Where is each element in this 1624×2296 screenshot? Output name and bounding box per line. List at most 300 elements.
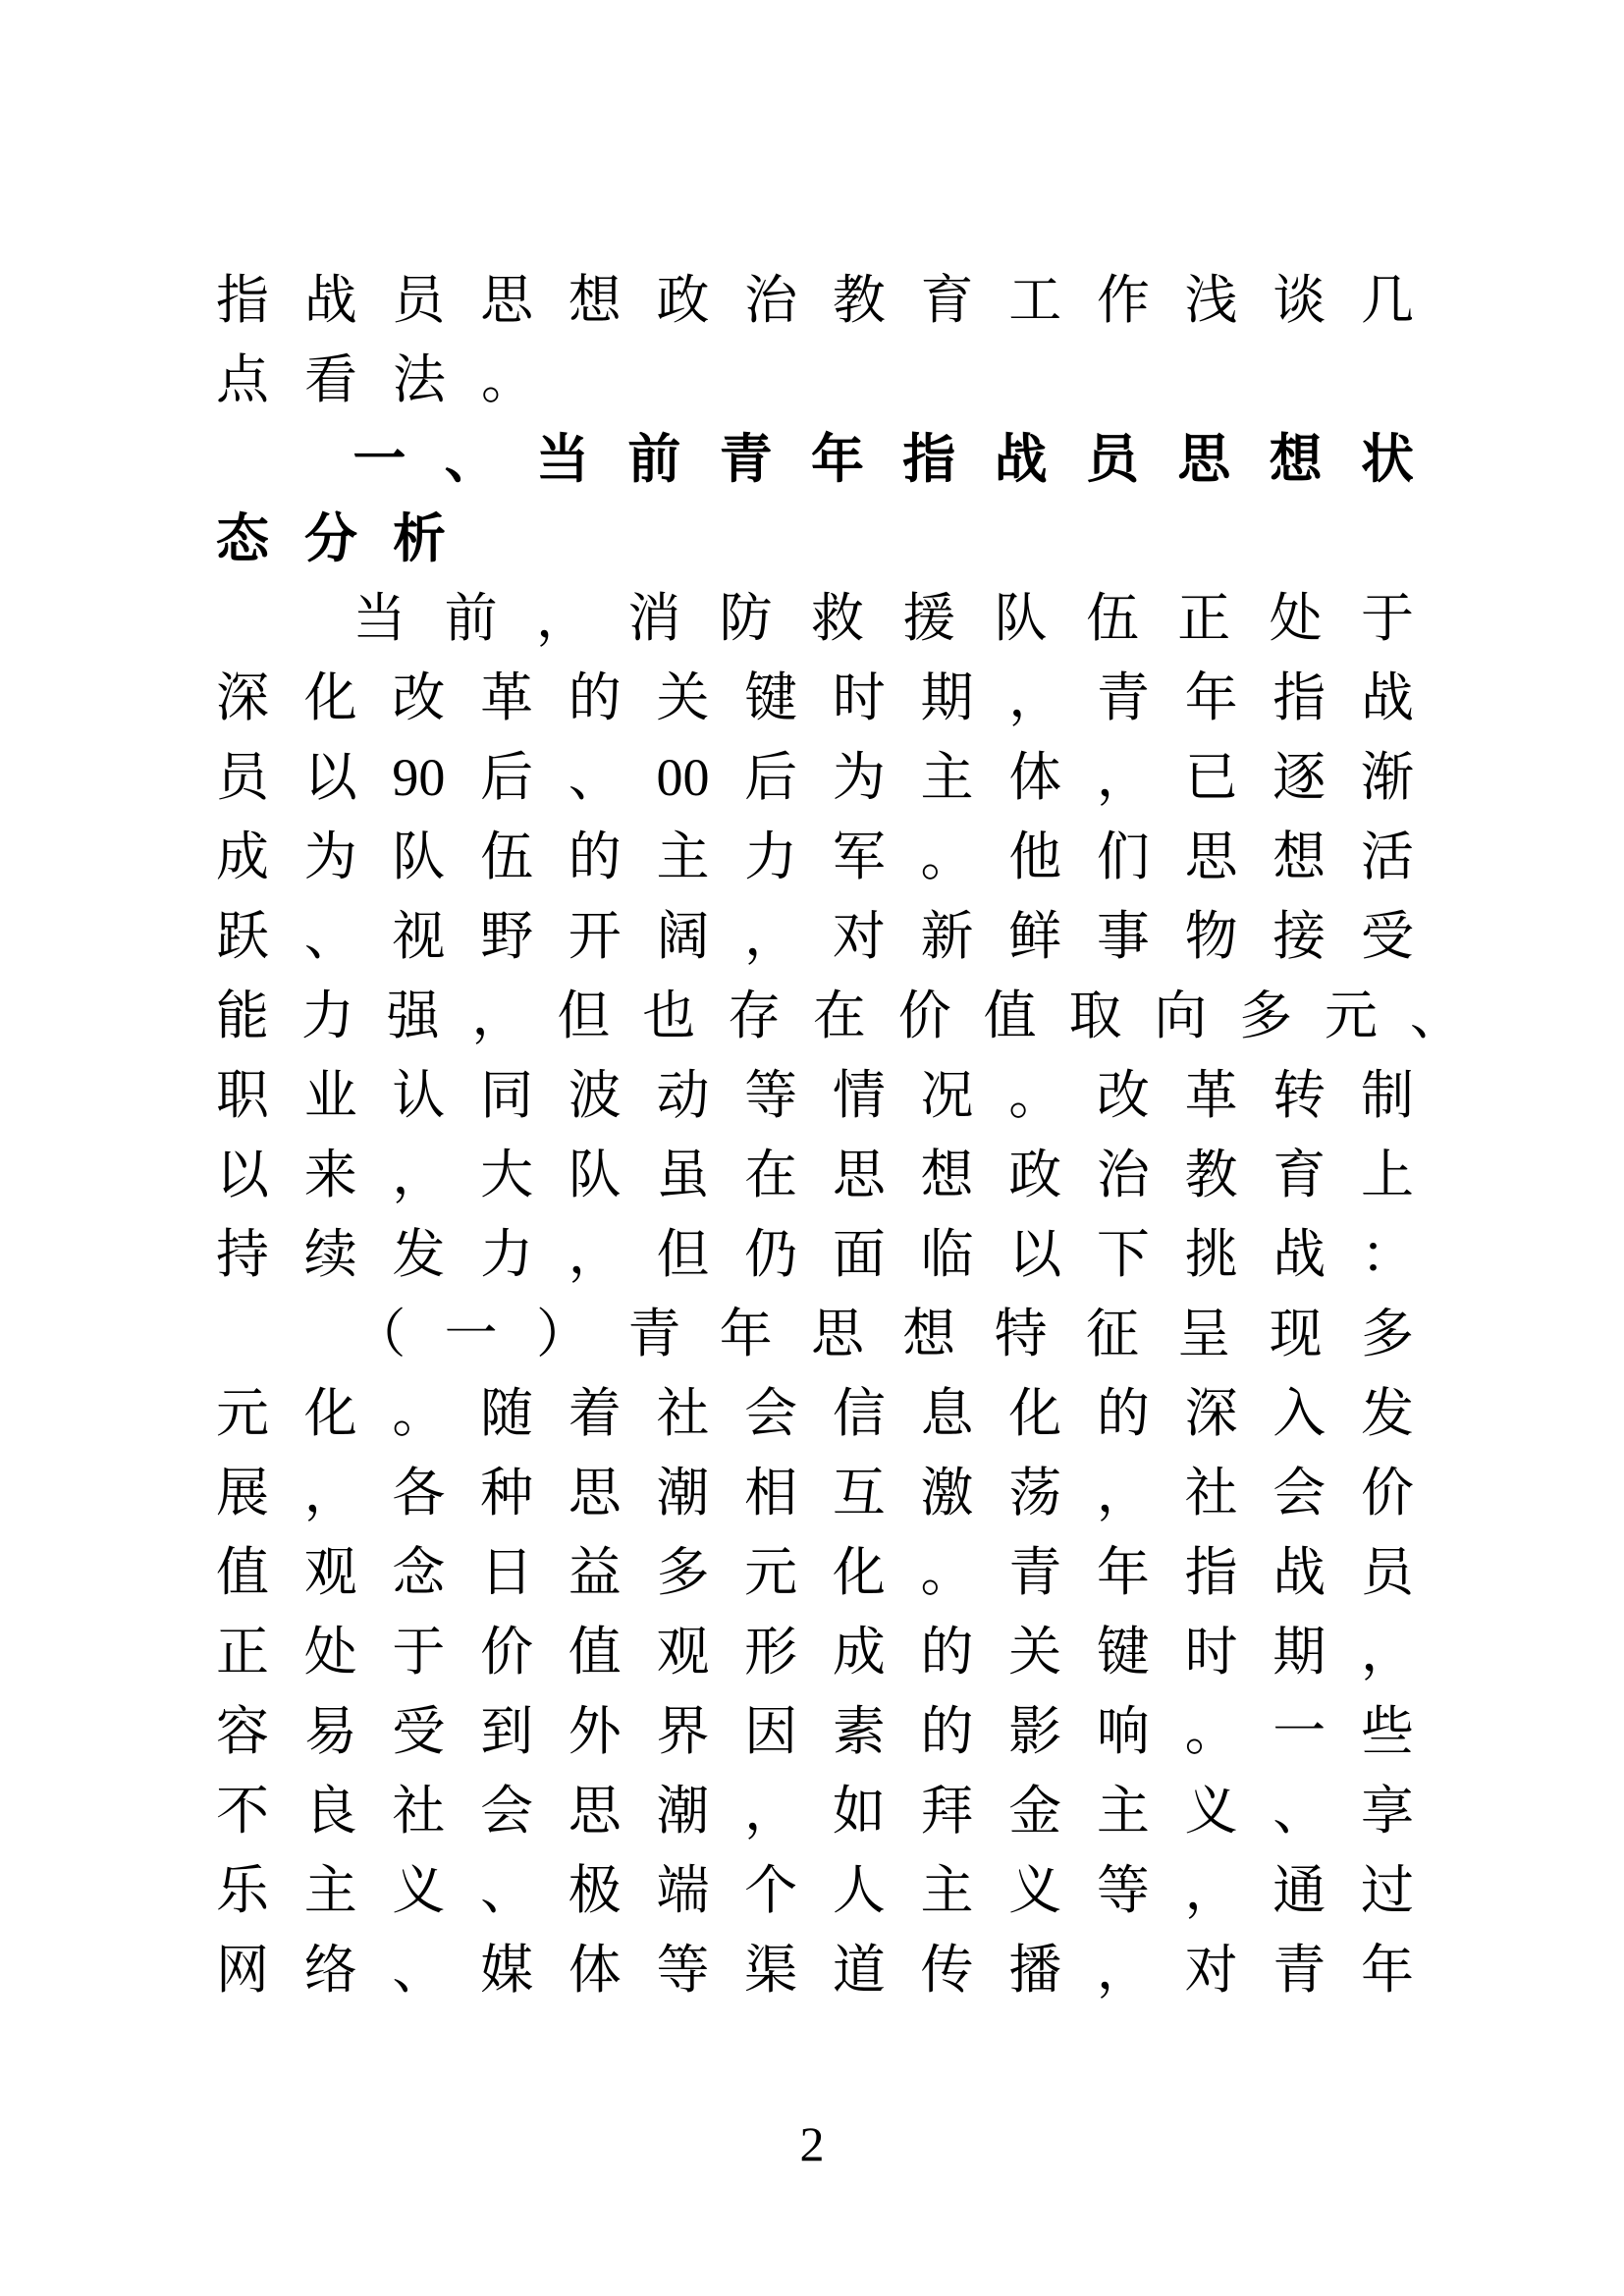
char-cell: 下 — [1096, 1225, 1150, 1284]
char-cell: 取 — [1068, 987, 1122, 1045]
char-cell: 处 — [1269, 589, 1323, 648]
text-line — [216, 1056, 1414, 1136]
char-cell: 们 — [1096, 828, 1150, 886]
char-cell: 于 — [392, 1623, 446, 1682]
char-cell: 虽 — [656, 1146, 710, 1204]
char-cell: 转 — [1272, 1066, 1326, 1125]
char-cell: 社 — [656, 1384, 710, 1443]
char-cell: 价 — [1360, 1464, 1414, 1522]
char-cell: 同 — [480, 1066, 534, 1125]
char-cell: 对 — [832, 907, 886, 966]
text-block — [216, 261, 1463, 2010]
char-cell: 益 — [568, 1543, 622, 1602]
char-cell: 等 — [656, 1941, 710, 2000]
char-cell: 过 — [1360, 1861, 1414, 1920]
char-cell: 革 — [1184, 1066, 1238, 1125]
char-cell: 渐 — [1360, 748, 1414, 807]
char-cell: 后 — [480, 748, 534, 807]
char-cell: 化 — [303, 668, 357, 727]
char-cell: 键 — [744, 668, 798, 727]
char-cell: 员 — [392, 271, 446, 330]
char-cell: 救 — [810, 589, 864, 648]
char-cell: 良 — [303, 1782, 357, 1841]
page-number: 2 — [799, 2116, 825, 2171]
char-cell: 来 — [303, 1146, 357, 1204]
char-cell: 前 — [444, 589, 498, 648]
char-cell: 伍 — [1085, 589, 1139, 648]
char-cell: 着 — [568, 1384, 622, 1443]
char-cell: 、 — [568, 748, 622, 807]
char-cell: 但 — [557, 987, 611, 1045]
char-cell: 。 — [1008, 1066, 1062, 1125]
char-cell: 受 — [1360, 907, 1414, 966]
char-cell: 活 — [1360, 828, 1414, 886]
char-cell: 力 — [480, 1225, 534, 1284]
text-line — [216, 659, 1414, 738]
char-cell: 的 — [1096, 1384, 1150, 1443]
char-cell: 动 — [656, 1066, 710, 1125]
char-cell: 潮 — [656, 1782, 710, 1841]
char-cell: ， — [1360, 1623, 1414, 1682]
char-cell: 互 — [832, 1464, 886, 1522]
char-cell: 受 — [392, 1702, 446, 1761]
char-cell: 想 — [1269, 430, 1323, 489]
char-cell: 荡 — [1008, 1464, 1062, 1522]
char-cell: 以 — [1008, 1225, 1062, 1284]
char-cell: 时 — [832, 668, 886, 727]
paragraph-indent — [216, 476, 314, 477]
char-cell: 关 — [656, 668, 710, 727]
char-cell: 青 — [1272, 1941, 1326, 2000]
char-cell: 谈 — [1272, 271, 1326, 330]
char-cell: 种 — [480, 1464, 534, 1522]
char-cell: ） — [535, 1305, 589, 1363]
char-cell: 野 — [480, 907, 534, 966]
char-cell: 政 — [656, 271, 710, 330]
char-cell: 指 — [1184, 1543, 1238, 1602]
char-cell: 伍 — [480, 828, 534, 886]
char-cell: 当 — [352, 589, 406, 648]
char-cell: 素 — [832, 1702, 886, 1761]
char-cell: 改 — [1096, 1066, 1150, 1125]
char-cell: 元 — [216, 1384, 269, 1443]
char-cell: 向 — [1154, 987, 1208, 1045]
char-cell: 战 — [1360, 668, 1414, 727]
char-cell: 响 — [1096, 1702, 1150, 1761]
char-cell: 为 — [303, 828, 357, 886]
char-cell: 络 — [303, 1941, 357, 2000]
char-cell: 状 — [1360, 430, 1414, 489]
char-cell: 思 — [480, 271, 534, 330]
char-cell: 成 — [216, 828, 269, 886]
text-line — [216, 1692, 1414, 1772]
char-cell: 特 — [994, 1305, 1048, 1363]
char-cell: 治 — [744, 271, 798, 330]
char-cell: 指 — [1272, 668, 1326, 727]
char-cell: 对 — [1184, 1941, 1238, 2000]
char-cell: 、 — [1272, 1782, 1326, 1841]
char-cell: （ — [352, 1305, 406, 1363]
char-cell: 政 — [1008, 1146, 1062, 1204]
char-cell: ， — [744, 907, 798, 966]
char-cell: 观 — [656, 1623, 710, 1682]
char-cell: 一 — [1272, 1702, 1326, 1761]
char-cell: 化 — [832, 1543, 886, 1602]
char-cell: 征 — [1085, 1305, 1139, 1363]
char-cell: 潮 — [656, 1464, 710, 1522]
char-cell: 观 — [303, 1543, 357, 1602]
char-cell: 多 — [1360, 1305, 1414, 1363]
char-cell: 续 — [303, 1225, 357, 1284]
char-cell: 制 — [1360, 1066, 1414, 1125]
char-cell: 。 — [392, 1384, 446, 1443]
text-line — [216, 1772, 1414, 1851]
char-cell: 情 — [832, 1066, 886, 1125]
char-cell: 教 — [1184, 1146, 1238, 1204]
char-cell: 态 — [216, 509, 304, 568]
text-line — [216, 1851, 1414, 1931]
char-cell: 主 — [920, 1861, 974, 1920]
char-cell: 信 — [832, 1384, 886, 1443]
char-cell: 日 — [480, 1543, 534, 1602]
char-cell: 道 — [832, 1941, 886, 2000]
char-cell: 作 — [1096, 271, 1150, 330]
char-cell: ， — [1096, 1464, 1150, 1522]
text-line — [216, 420, 1414, 500]
char-cell: 现 — [1269, 1305, 1323, 1363]
text-line — [216, 1136, 1414, 1215]
char-cell: 挑 — [1184, 1225, 1238, 1284]
char-cell: 战 — [1272, 1225, 1326, 1284]
char-cell: 激 — [920, 1464, 974, 1522]
char-cell: 、 — [303, 907, 357, 966]
char-cell: 影 — [1008, 1702, 1062, 1761]
char-cell: 多 — [1239, 987, 1293, 1045]
char-cell: 。 — [920, 1543, 974, 1602]
char-cell: 想 — [920, 1146, 974, 1204]
char-cell: 极 — [568, 1861, 622, 1920]
char-cell: ， — [1096, 748, 1150, 807]
char-cell: 乐 — [216, 1861, 269, 1920]
char-cell: 已 — [1184, 748, 1238, 807]
char-cell: 持 — [216, 1225, 269, 1284]
char-cell: 指 — [216, 271, 269, 330]
char-cell: 值 — [216, 1543, 269, 1602]
char-cell: 战 — [1272, 1543, 1326, 1602]
char-cell: 教 — [832, 271, 886, 330]
char-cell: 想 — [902, 1305, 956, 1363]
char-cell: 义 — [1008, 1861, 1062, 1920]
char-cell: 军 — [832, 828, 886, 886]
char-cell: 义 — [392, 1861, 446, 1920]
text-line — [216, 1374, 1414, 1454]
char-cell: 个 — [744, 1861, 798, 1920]
char-cell: 容 — [216, 1702, 269, 1761]
char-cell: 的 — [568, 828, 622, 886]
char-cell: 网 — [216, 1941, 269, 2000]
char-cell: 主 — [656, 828, 710, 886]
char-cell: 相 — [744, 1464, 798, 1522]
char-cell: 因 — [744, 1702, 798, 1761]
char-cell: 战 — [994, 430, 1048, 489]
char-cell: 多 — [656, 1543, 710, 1602]
char-cell: 、 — [444, 430, 498, 489]
char-cell: 青 — [719, 430, 773, 489]
text-line — [216, 1215, 1414, 1295]
char-cell: 传 — [920, 1941, 974, 2000]
char-cell: 体 — [1008, 748, 1062, 807]
char-cell: 一 — [352, 430, 406, 489]
char-cell: 不 — [216, 1782, 269, 1841]
char-cell: 在 — [812, 987, 866, 1045]
char-cell: ， — [303, 1464, 357, 1522]
char-cell: 处 — [303, 1623, 357, 1682]
char-cell: 媒 — [480, 1941, 534, 2000]
char-cell: 人 — [832, 1861, 886, 1920]
char-cell: 形 — [744, 1623, 798, 1682]
char-cell: ， — [1184, 1861, 1238, 1920]
char-cell: 金 — [1008, 1782, 1062, 1841]
char-cell: 想 — [568, 271, 622, 330]
char-cell: 、 — [480, 1861, 534, 1920]
char-cell: ， — [744, 1782, 798, 1841]
char-cell: 业 — [303, 1066, 357, 1125]
char-cell: 员 — [1360, 1543, 1414, 1602]
char-cell: 鲜 — [1008, 907, 1062, 966]
char-cell: 接 — [1272, 907, 1326, 966]
char-cell: 价 — [480, 1623, 534, 1682]
char-cell: 上 — [1360, 1146, 1414, 1204]
text-line — [216, 897, 1414, 977]
char-cell: 法 — [393, 350, 481, 409]
char-cell: 思 — [832, 1146, 886, 1204]
char-cell: 各 — [392, 1464, 446, 1522]
char-cell: 思 — [1177, 430, 1231, 489]
char-cell: 青 — [627, 1305, 681, 1363]
char-cell: 青 — [1096, 668, 1150, 727]
char-cell: 队 — [994, 589, 1048, 648]
text-line — [216, 818, 1414, 897]
char-cell: 况 — [920, 1066, 974, 1125]
char-cell: 育 — [1272, 1146, 1326, 1204]
char-cell: 但 — [656, 1225, 710, 1284]
char-cell: ， — [535, 589, 589, 648]
char-cell: 年 — [719, 1305, 773, 1363]
char-cell: 价 — [897, 987, 951, 1045]
char-cell: ： — [1360, 1225, 1414, 1284]
char-cell: 力 — [300, 987, 354, 1045]
char-cell: 逐 — [1272, 748, 1326, 807]
char-cell: 以 — [216, 1146, 269, 1204]
char-cell: 息 — [920, 1384, 974, 1443]
char-cell: 开 — [568, 907, 622, 966]
char-cell: 援 — [902, 589, 956, 648]
char-cell: 正 — [216, 1623, 269, 1682]
char-cell: 发 — [392, 1225, 446, 1284]
char-cell: 主 — [920, 748, 974, 807]
char-cell: 期 — [920, 668, 974, 727]
char-cell: 思 — [568, 1782, 622, 1841]
char-cell: 点 — [216, 350, 304, 409]
char-cell: 前 — [627, 430, 681, 489]
char-cell: 界 — [656, 1702, 710, 1761]
char-cell: 。 — [920, 828, 974, 886]
char-cell: 员 — [1085, 430, 1139, 489]
char-cell: ， — [392, 1146, 446, 1204]
char-cell: 思 — [568, 1464, 622, 1522]
char-cell: 些 — [1360, 1702, 1414, 1761]
char-cell: 会 — [744, 1384, 798, 1443]
char-cell: 能 — [216, 987, 269, 1045]
text-line — [216, 1295, 1414, 1374]
char-cell: 。 — [481, 350, 569, 409]
char-cell: ， — [568, 1225, 622, 1284]
text-line — [216, 341, 1414, 420]
char-cell: 等 — [1096, 1861, 1150, 1920]
char-cell: 外 — [568, 1702, 622, 1761]
char-cell: 改 — [392, 668, 446, 727]
char-cell: 年 — [1184, 668, 1238, 727]
text-line — [216, 1613, 1414, 1692]
char-cell: 社 — [392, 1782, 446, 1841]
char-cell: 的 — [920, 1623, 974, 1682]
char-cell: 等 — [744, 1066, 798, 1125]
char-cell: 力 — [744, 828, 798, 886]
char-cell: 随 — [480, 1384, 534, 1443]
char-cell: 念 — [392, 1543, 446, 1602]
char-cell: 战 — [303, 271, 357, 330]
char-cell: 看 — [304, 350, 393, 409]
char-cell: 呈 — [1177, 1305, 1231, 1363]
char-cell: 的 — [568, 668, 622, 727]
text-line — [216, 579, 1414, 659]
char-cell: 00 — [656, 748, 710, 807]
char-cell: 主 — [303, 1861, 357, 1920]
char-cell: 后 — [744, 748, 798, 807]
text-line — [216, 261, 1414, 341]
char-cell: 成 — [832, 1623, 886, 1682]
char-cell: 消 — [627, 589, 681, 648]
char-cell: 于 — [1360, 589, 1414, 648]
char-cell: 波 — [568, 1066, 622, 1125]
char-cell: 渠 — [744, 1941, 798, 2000]
char-cell: 防 — [719, 589, 773, 648]
char-cell: 认 — [392, 1066, 446, 1125]
char-cell: 会 — [1272, 1464, 1326, 1522]
char-cell: 端 — [656, 1861, 710, 1920]
char-cell: 想 — [1272, 828, 1326, 886]
char-cell: 正 — [1177, 589, 1231, 648]
char-cell: 会 — [480, 1782, 534, 1841]
char-cell: 一 — [444, 1305, 498, 1363]
char-cell: 。 — [1184, 1702, 1238, 1761]
char-cell: 通 — [1272, 1861, 1326, 1920]
char-cell: 以 — [303, 748, 357, 807]
char-cell: 到 — [480, 1702, 534, 1761]
char-cell: 治 — [1096, 1146, 1150, 1204]
char-cell: 指 — [902, 430, 956, 489]
char-cell: 年 — [1096, 1543, 1150, 1602]
char-cell: 主 — [1096, 1782, 1150, 1841]
char-cell: 思 — [1184, 828, 1238, 886]
char-cell: 思 — [810, 1305, 864, 1363]
char-cell: 工 — [1008, 271, 1062, 330]
char-cell: 期 — [1272, 1623, 1326, 1682]
char-cell: 义 — [1184, 1782, 1238, 1841]
char-cell: 物 — [1184, 907, 1238, 966]
char-cell: 深 — [1184, 1384, 1238, 1443]
char-cell: 职 — [216, 1066, 269, 1125]
char-cell: 浅 — [1184, 271, 1238, 330]
char-cell: 阔 — [656, 907, 710, 966]
char-cell: 播 — [1008, 1941, 1062, 2000]
char-cell: 社 — [1184, 1464, 1238, 1522]
char-cell: 元 — [744, 1543, 798, 1602]
char-cell: 如 — [832, 1782, 886, 1841]
char-cell: 关 — [1008, 1623, 1062, 1682]
char-cell: 90 — [392, 748, 446, 807]
char-cell: 入 — [1272, 1384, 1326, 1443]
char-cell: 的 — [920, 1702, 974, 1761]
char-cell: 面 — [832, 1225, 886, 1284]
text-line — [216, 1454, 1414, 1533]
text-line — [216, 977, 1463, 1056]
char-cell: 、 — [392, 1941, 446, 2000]
char-cell: 时 — [1184, 1623, 1238, 1682]
char-cell: 新 — [920, 907, 974, 966]
char-cell: 值 — [568, 1623, 622, 1682]
char-cell: 键 — [1096, 1623, 1150, 1682]
text-line — [216, 1533, 1414, 1613]
char-cell: 拜 — [920, 1782, 974, 1841]
char-cell: 展 — [216, 1464, 269, 1522]
char-cell: 强 — [386, 987, 440, 1045]
char-cell: 革 — [480, 668, 534, 727]
text-line — [216, 738, 1414, 818]
char-cell: ， — [1008, 668, 1062, 727]
char-cell: 队 — [568, 1146, 622, 1204]
char-cell: 也 — [642, 987, 696, 1045]
char-cell: 发 — [1360, 1384, 1414, 1443]
char-cell: 他 — [1008, 828, 1062, 886]
char-cell: 员 — [216, 748, 269, 807]
char-cell: 值 — [983, 987, 1037, 1045]
paragraph-indent — [216, 635, 314, 636]
char-cell: 年 — [1360, 1941, 1414, 2000]
char-cell: 跃 — [216, 907, 269, 966]
char-cell: ， — [1096, 1941, 1150, 2000]
char-cell: 元 — [1324, 987, 1378, 1045]
char-cell: 大 — [480, 1146, 534, 1204]
char-cell: 存 — [728, 987, 782, 1045]
char-cell: 化 — [303, 1384, 357, 1443]
char-cell: 仍 — [744, 1225, 798, 1284]
char-cell: 为 — [832, 748, 886, 807]
char-cell: 临 — [920, 1225, 974, 1284]
char-cell: 、 — [1409, 987, 1463, 1045]
char-cell: 队 — [392, 828, 446, 886]
char-cell: 在 — [744, 1146, 798, 1204]
char-cell: 当 — [535, 430, 589, 489]
char-cell: 育 — [920, 271, 974, 330]
char-cell: ， — [471, 987, 525, 1045]
char-cell: 享 — [1360, 1782, 1414, 1841]
char-cell: 析 — [393, 509, 481, 568]
char-cell: 视 — [392, 907, 446, 966]
char-cell: 深 — [216, 668, 269, 727]
char-cell: 分 — [304, 509, 393, 568]
text-line — [216, 1931, 1414, 2010]
